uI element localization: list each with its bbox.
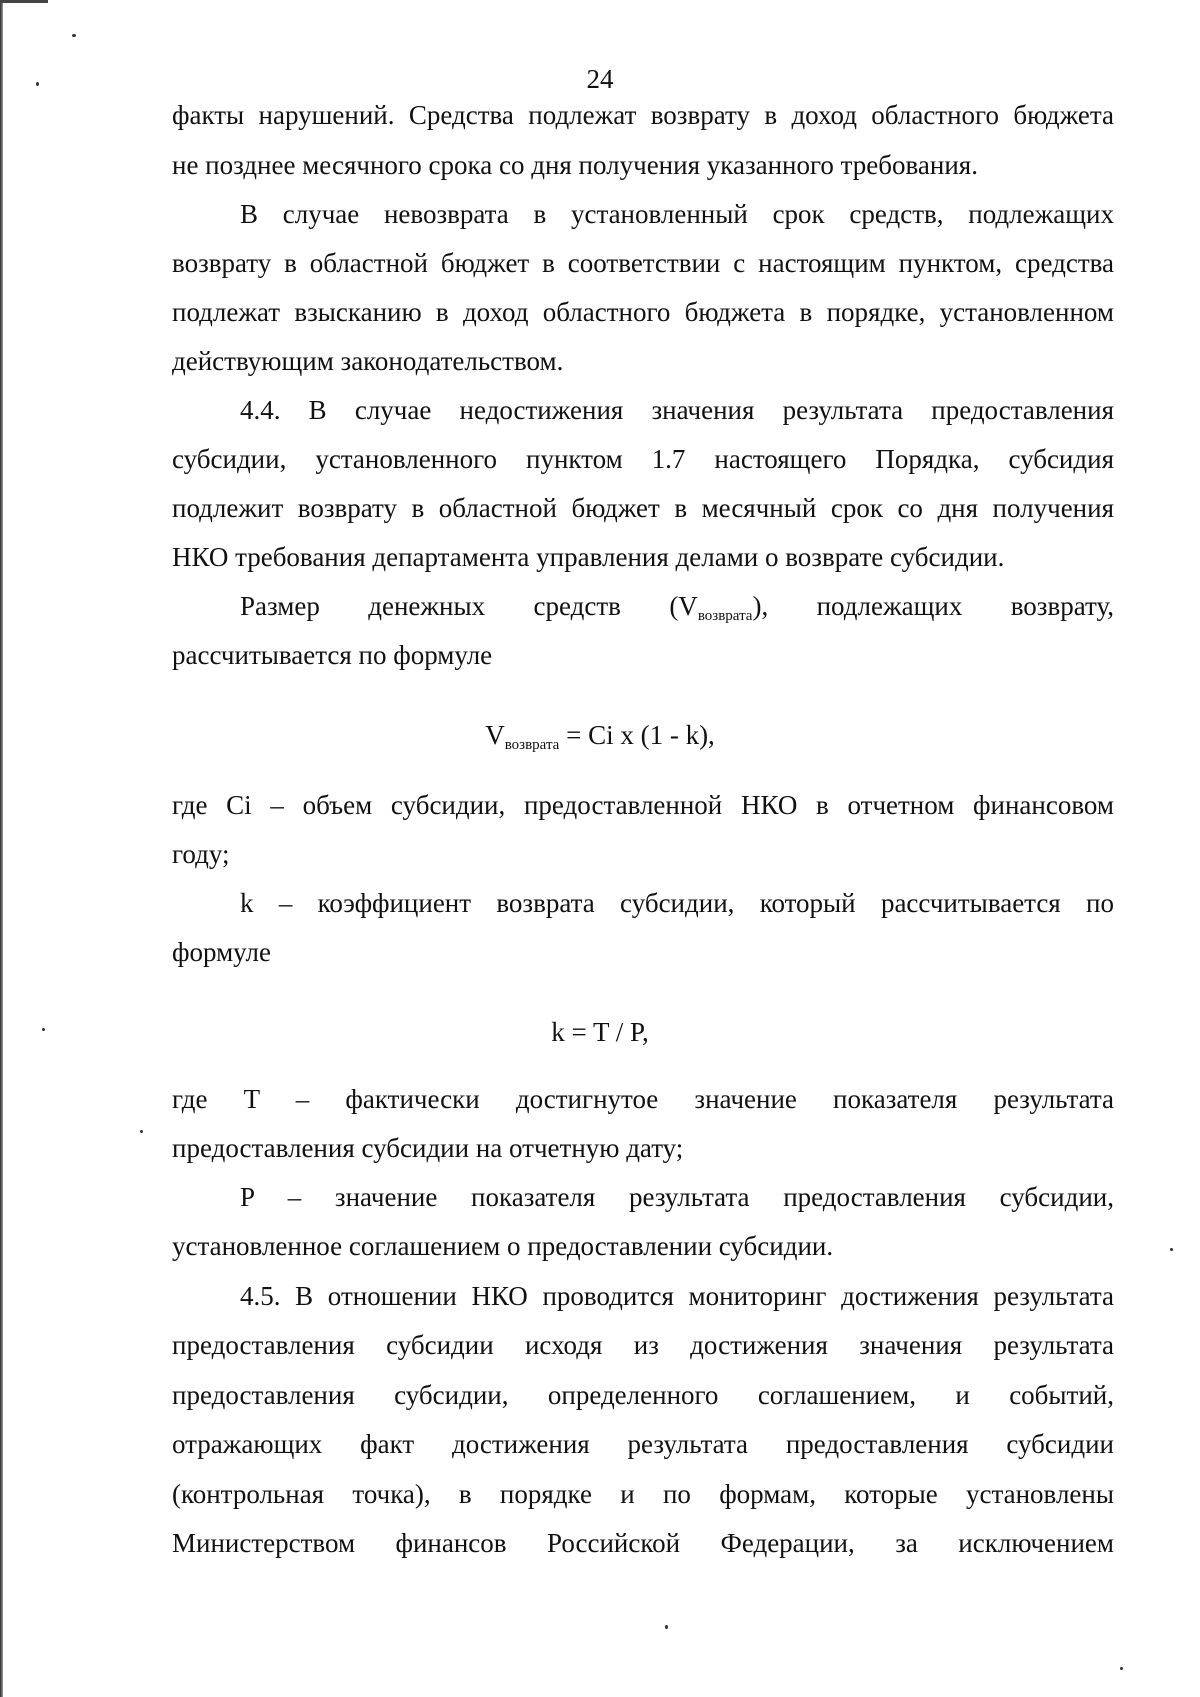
text-line: отражающих факт достижения результата предоставления субсидии: [172, 1429, 1114, 1459]
text-line: (контрольная точка), в порядке и по формам, которые установлены: [172, 1479, 1114, 1509]
text-line: не позднее месячного срока со дня получения указанного требования.: [172, 150, 978, 180]
text-line: факты нарушений. Средства подлежат возврату в доход областного бюджета: [172, 100, 1114, 130]
scan-left-edge: [0, 0, 3, 1697]
text-line: возврату в областной бюджет в соответствии с настоящим пунктом, средства: [172, 248, 1114, 278]
text-segment: ), подлежащих возврату,: [752, 591, 1114, 621]
formula-subscript: возврата: [504, 737, 560, 753]
paragraph-first-line: 4.5. В отношении НКО проводится мониторинг достижения результата: [240, 1281, 1114, 1311]
text-line: субсидии, установленного пунктом 1.7 настоящего Порядка, субсидия: [172, 444, 1114, 474]
text-line: предоставления субсидии на отчетную дату;: [172, 1133, 684, 1163]
text-line: подлежат взысканию в доход областного бюджета в порядке, установленном: [172, 297, 1114, 327]
text-line: подлежит возврату в областной бюджет в месячный срок со дня получения: [172, 493, 1114, 523]
paragraph-first-line: 4.4. В случае недостижения значения результата предоставления: [240, 395, 1114, 425]
scan-speck: [1170, 1248, 1173, 1251]
text-line: где T – фактически достигнутое значение показателя результата: [172, 1084, 1114, 1114]
page-number: 24: [586, 64, 614, 94]
formula-expression: = Ci x (1 - k),: [559, 720, 715, 750]
scan-speck: [1120, 1667, 1123, 1670]
text-line: НКО требования департамента управления делами о возврате субсидии.: [172, 542, 1005, 572]
text-line: предоставления субсидии, определенного соглашением, и событий,: [172, 1380, 1114, 1410]
text-line: году;: [172, 839, 230, 869]
scan-speck: [72, 34, 76, 37]
text-line: предоставления субсидии исходя из достижения значения результата: [172, 1330, 1114, 1360]
paragraph-first-line: k – коэффициент возврата субсидии, который рассчитывается по: [240, 888, 1114, 918]
text-segment: Размер денежных средств (V: [240, 591, 698, 621]
scan-speck: [140, 1130, 143, 1133]
paragraph-first-line: [240, 589, 1114, 628]
text-line: Министерством финансов Российской Федерации, за исключением: [172, 1528, 1114, 1558]
text-line: действующим законодательством.: [172, 346, 564, 376]
scan-top-corner: [0, 0, 48, 3]
text-line: где Ci – объем субсидии, предоставленной НКО в отчетном финансовом: [172, 790, 1114, 820]
text-line: установленное соглашением о предоставлении субсидии.: [172, 1231, 834, 1261]
scan-speck: [665, 1625, 668, 1629]
paragraph-first-line: В случае невозврата в установленный срок средств, подлежащих: [240, 199, 1114, 229]
formula-variable: V: [485, 720, 505, 750]
text-line: рассчитывается по формуле: [172, 640, 493, 670]
subscript: возврата: [697, 608, 753, 624]
formula-coefficient: k = T / P,: [551, 1017, 649, 1047]
formula-return-amount: [0, 718, 1200, 757]
text-line: формуле: [172, 937, 271, 967]
paragraph-first-line: P – значение показателя результата предоставления субсидии,: [240, 1182, 1114, 1212]
